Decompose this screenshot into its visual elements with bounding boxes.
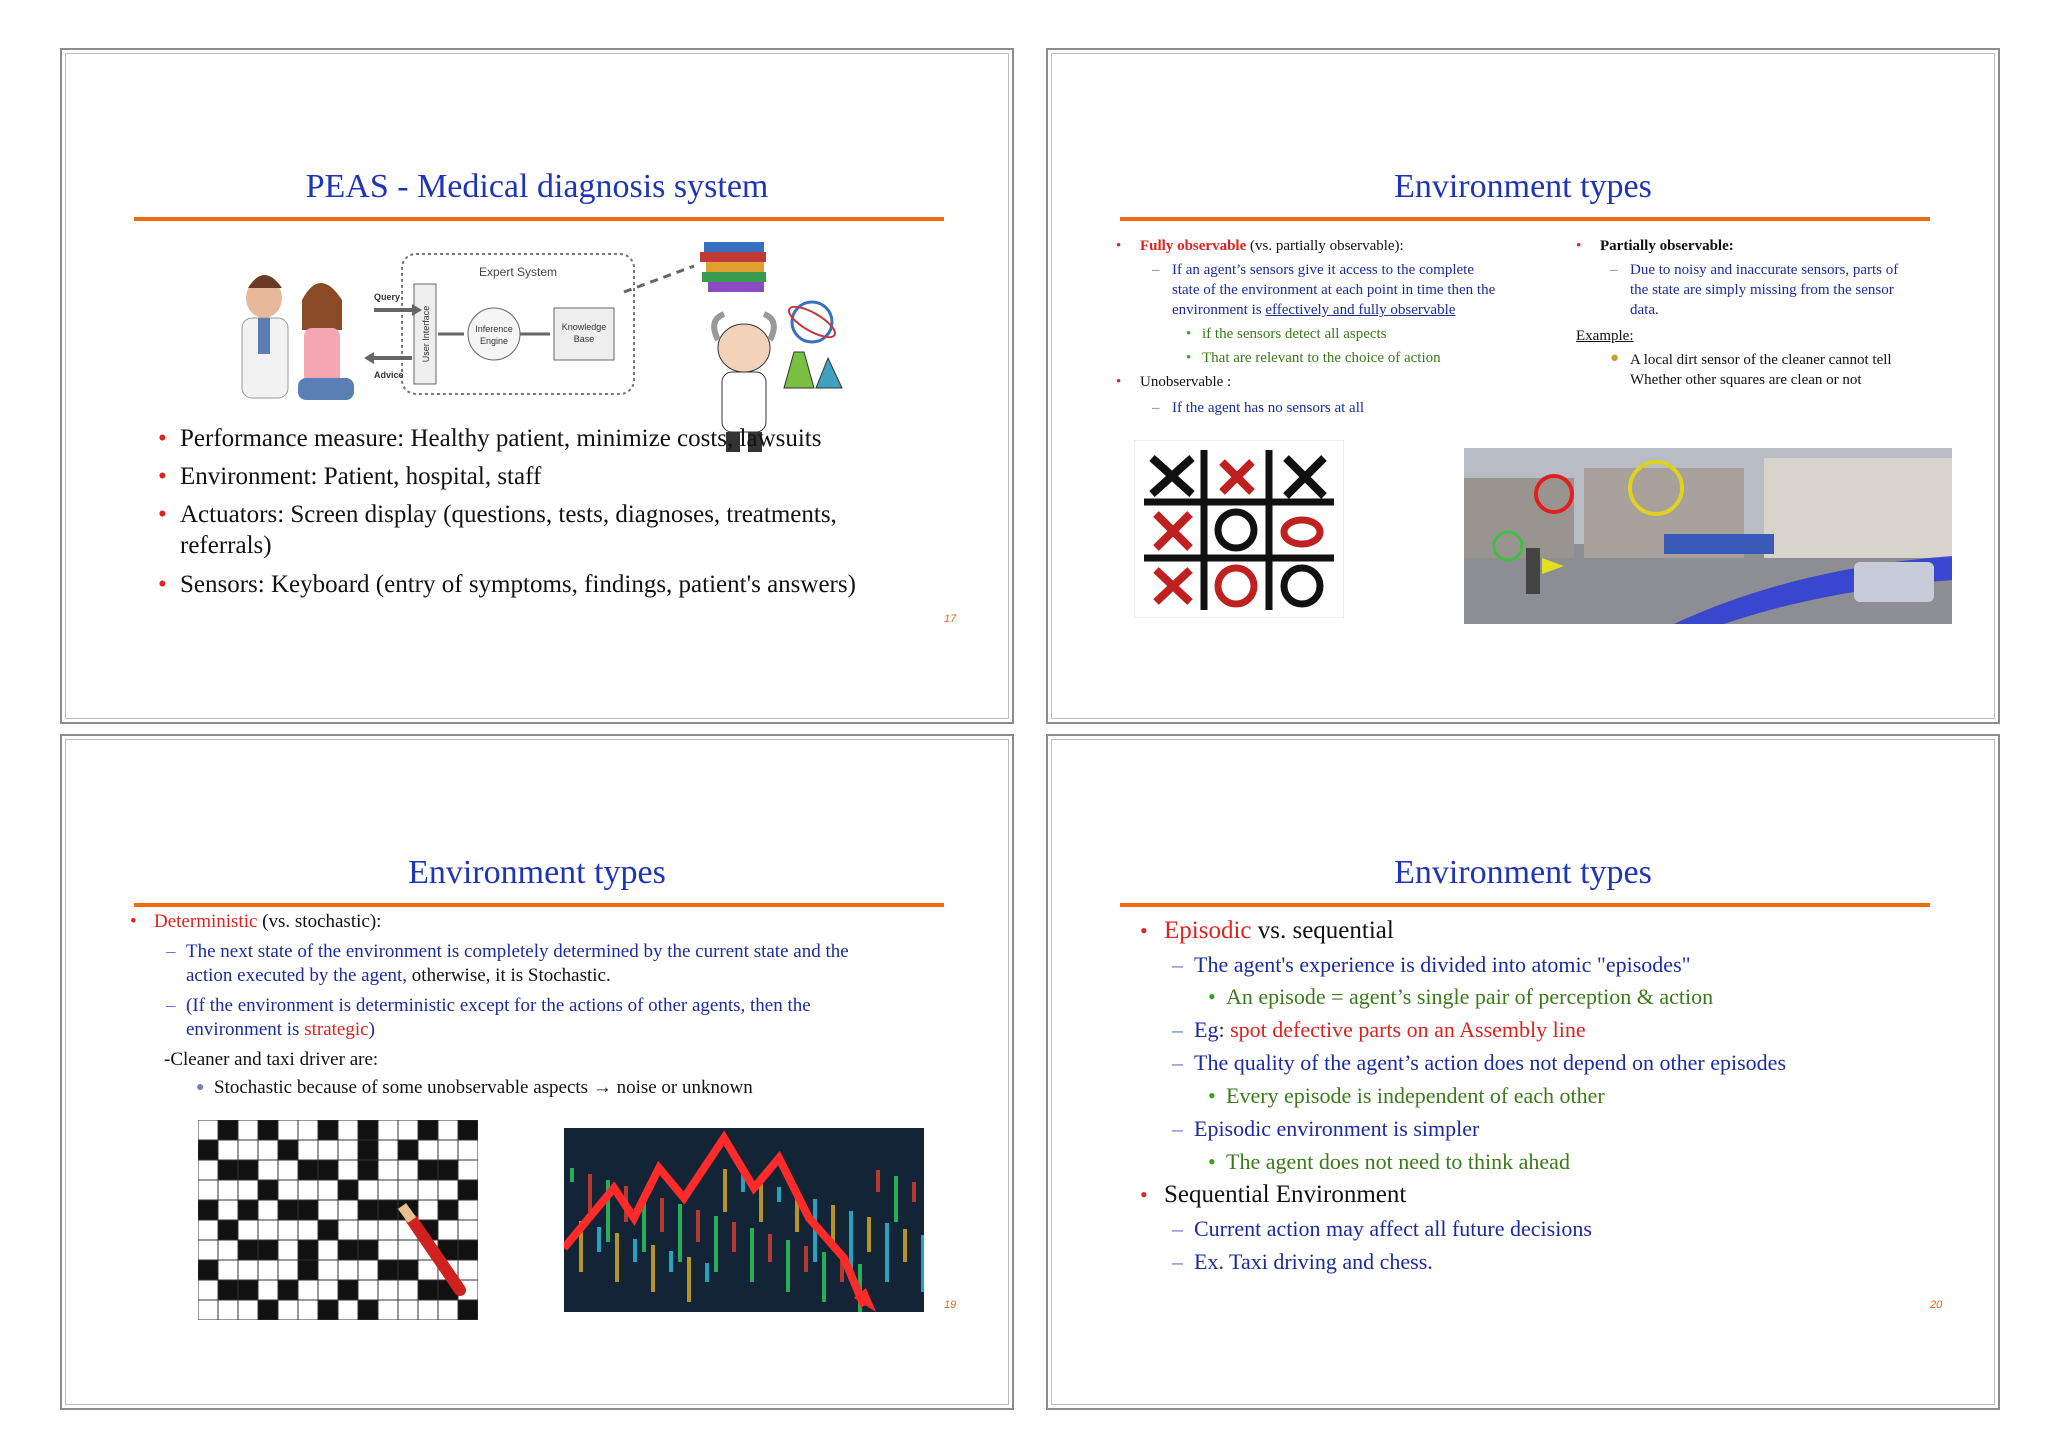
tic-tac-toe-image	[1134, 440, 1344, 618]
doctor-patient-illustration	[242, 275, 354, 400]
slide-title: Environment types	[1394, 854, 1652, 891]
unobservable-label: Unobservable :	[1140, 374, 1232, 390]
sequential-label: Sequential Environment	[1164, 1181, 1407, 1208]
title-rule	[1120, 217, 1930, 221]
partially-observable-label: Partially observable:	[1600, 238, 1734, 254]
svg-text:Query: Query	[374, 292, 401, 302]
slide-19: Environment types • Deterministic (vs. stochastic): – The next state of the environment is completely determined by the current state and the action executed by the agent, otherwise, it is Stochastic. – (If the environment is deterministic except for the actions of other agents, then the environment is strategic) -Cleaner and taxi driver are: ● Stochastic because of some unobservable aspects → noise or unknown 19	[60, 734, 1014, 1410]
svg-text:Inference: Inference	[475, 324, 513, 334]
svg-text:Base: Base	[573, 334, 595, 344]
example-label: Example:	[1576, 328, 1634, 344]
slide-title: PEAS - Medical diagnosis system	[305, 168, 769, 205]
expert-system-label: Expert System	[478, 265, 558, 279]
cleaner-taxi-line: -Cleaner and taxi driver are:	[164, 1049, 379, 1070]
bullet-actuators: Actuators: Screen display (questions, tests, diagnoses, treatments,	[180, 501, 837, 528]
slide-17: PEAS - Medical diagnosis system Expert System User Interface Inference Engine Knowledge Base Query Advice • Performance measure: Healthy patient, minimize costs, lawsuits • Environment: Patient, hospital, staff • Actuators: Screen display (questions, tests, diagnoses, treatments, referrals) • Sensors: Keyboard (entry of symptoms, findings, patient's answers) 17	[60, 48, 1014, 724]
slide-20: Environment types • Episodic vs. sequential – The agent's experience is divided into atomic "episodes" • An episode = agent’s single pair of perception & action – Eg: spot defective parts on an Assembly line – The quality of the agent’s action does not depend on other episodes • Every episode is independent of each other – Episodic environment is simpler • The agent does not need to think ahead • Sequential Environment – Current action may affect all future decisions – Ex. Taxi driving and chess. 20	[1046, 734, 2000, 1410]
deterministic-label: Deterministic	[154, 911, 258, 932]
title-rule	[134, 217, 944, 221]
bullet-actuators-cont: referrals)	[180, 532, 272, 559]
page-number: 19	[944, 1299, 957, 1311]
slide-title: Environment types	[408, 854, 666, 891]
bullet-performance: Performance measure: Healthy patient, minimize costs, lawsuits	[180, 425, 822, 452]
svg-text:User Interface: User Interface	[421, 305, 431, 363]
street-scene-image	[1464, 448, 1952, 624]
page-number: 20	[1930, 1299, 1943, 1311]
svg-text:Knowledge: Knowledge	[561, 322, 607, 332]
bullet-sensors: Sensors: Keyboard (entry of symptoms, findings, patient's answers)	[180, 571, 856, 598]
svg-text:Engine: Engine	[479, 336, 509, 346]
episodic-label: Episodic	[1164, 917, 1252, 944]
slide-18: Environment types • Fully observable (vs. partially observable): – If an agent’s sensors give it access to the complete state of the environment at each point in time then the environment is effectively and fully observable • if the sensors detect all aspects • That are relevant to the choice of action • Unobservable : – If the agent has no sensors at all • Partially observable: – Due to noisy and inaccurate sensors, parts of the state are simply missing from the sensor data. Example: ● A local dirt sensor of the cleaner cannot tell Whether other squares are clean or not	[1046, 48, 2000, 724]
page-number: 17	[944, 613, 957, 625]
stock-market-image	[564, 1128, 924, 1312]
svg-text:Advice: Advice	[374, 370, 404, 380]
bullet-environment: Environment: Patient, hospital, staff	[180, 463, 542, 490]
slide-title: Environment types	[1394, 168, 1652, 205]
crossword-image	[198, 1120, 478, 1320]
title-rule	[134, 903, 944, 907]
fully-observable-label: Fully observable	[1140, 238, 1247, 254]
title-rule	[1120, 903, 1930, 907]
books-illustration	[700, 242, 766, 292]
